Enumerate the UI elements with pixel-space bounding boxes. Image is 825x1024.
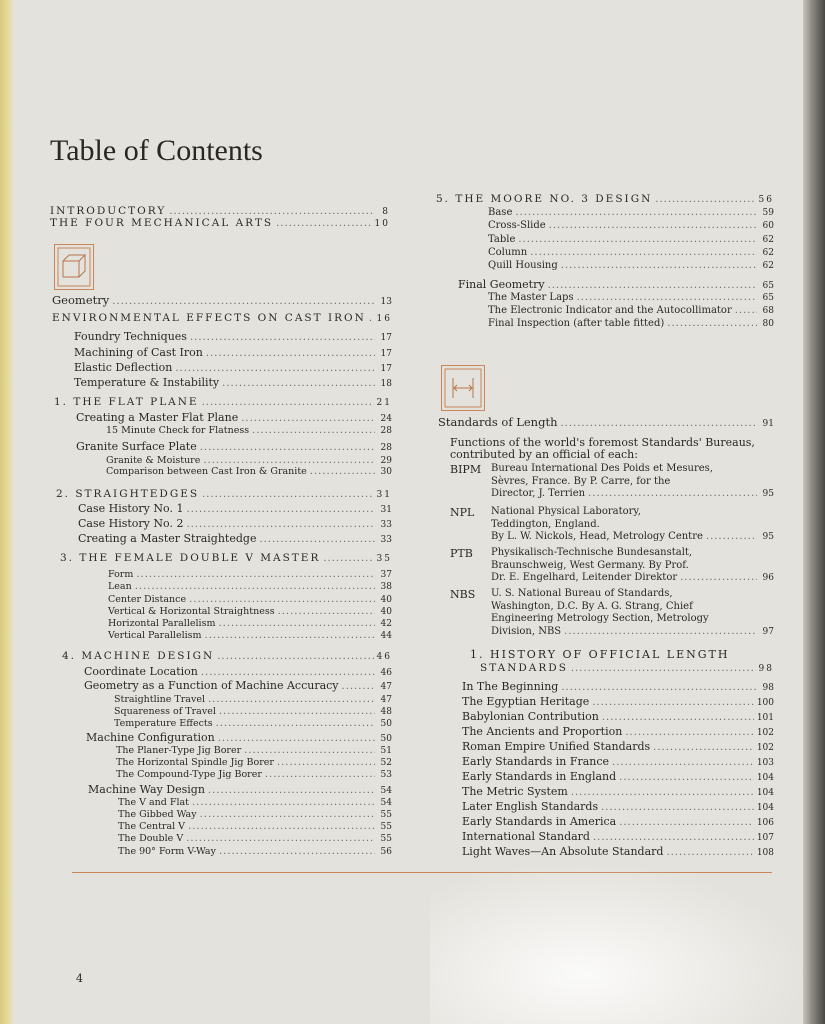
toc-entry-title: The Planer-Type Jig Borer bbox=[116, 745, 242, 756]
toc-entry-page: 40 bbox=[380, 595, 392, 605]
toc-entry-title: Base bbox=[488, 207, 513, 218]
dot-leader bbox=[222, 378, 375, 389]
toc-entry-title: Lean bbox=[108, 581, 132, 592]
dot-leader bbox=[577, 292, 757, 303]
toc-entry-page: 35 bbox=[376, 554, 392, 564]
toc-entry-title: Elastic Deflection bbox=[74, 361, 173, 374]
bureau-entry-last-line bbox=[491, 626, 774, 637]
dot-leader bbox=[169, 206, 373, 217]
toc-entry-page: 104 bbox=[756, 788, 774, 798]
toc-entry bbox=[488, 234, 774, 245]
toc-entry-page: 37 bbox=[380, 570, 392, 580]
toc-entry-title: The 90° Form V-Way bbox=[118, 846, 216, 857]
page-number: 4 bbox=[76, 972, 83, 985]
toc-entry bbox=[84, 665, 392, 678]
dot-leader bbox=[200, 809, 375, 820]
toc-entry-title: Geometry bbox=[52, 293, 110, 307]
bureau-description-line: Dr. E. Engelhard, Leitender Direktor bbox=[491, 572, 678, 583]
toc-entry-page: 21 bbox=[376, 398, 392, 408]
dot-leader bbox=[219, 846, 375, 857]
dot-leader bbox=[112, 296, 375, 307]
dot-leader bbox=[518, 234, 757, 245]
dot-leader bbox=[549, 220, 757, 231]
dot-leader bbox=[564, 626, 757, 637]
toc-entry-page: 68 bbox=[762, 306, 774, 316]
toc-entry-title: Table bbox=[488, 234, 516, 245]
bureau-page: 95 bbox=[762, 489, 774, 499]
toc-entry-title: Machining of Cast Iron bbox=[74, 346, 203, 359]
toc-entry bbox=[108, 594, 392, 605]
toc-entry-page: 108 bbox=[756, 848, 774, 858]
dot-leader bbox=[218, 618, 375, 629]
bureau-page: 95 bbox=[762, 532, 774, 542]
bureau-description-line: Bureau International Des Poids et Mesures, bbox=[491, 463, 713, 474]
toc-entry-title: Later English Standards bbox=[462, 800, 599, 813]
bureau-abbreviation: NPL bbox=[450, 506, 475, 519]
dot-leader bbox=[602, 712, 754, 723]
toc-entry bbox=[118, 809, 392, 820]
toc-entry-page: 103 bbox=[756, 758, 774, 768]
toc-entry-page: 104 bbox=[756, 773, 774, 783]
dot-leader bbox=[530, 247, 757, 258]
bureau-description-line: Engineering Metrology Section, Metrology bbox=[491, 613, 709, 624]
toc-entry bbox=[114, 706, 392, 717]
dot-leader bbox=[200, 442, 375, 453]
toc-entry bbox=[118, 821, 392, 832]
toc-entry-title: Squareness of Travel bbox=[114, 706, 216, 717]
toc-entry-page: 60 bbox=[762, 221, 774, 231]
bureau-description-line: U. S. National Bureau of Standards, bbox=[491, 588, 673, 599]
toc-entry-title: 2. STRAIGHTEDGES bbox=[56, 488, 200, 500]
dot-leader bbox=[219, 706, 375, 717]
page-title: Table of Contents bbox=[50, 134, 263, 167]
toc-entry bbox=[76, 411, 392, 424]
toc-entry-page: 102 bbox=[756, 743, 774, 753]
toc-entry-title: Quill Housing bbox=[488, 260, 558, 271]
bureau-description-line: National Physical Laboratory, bbox=[491, 506, 641, 517]
toc-entry-page: 107 bbox=[756, 833, 774, 843]
dot-leader bbox=[571, 787, 754, 798]
cube-icon bbox=[54, 244, 94, 290]
toc-entry-page: 91 bbox=[762, 419, 774, 429]
bureau-description-line: Sèvres, France. By P. Carre, for the bbox=[491, 475, 671, 487]
toc-entry bbox=[74, 376, 392, 389]
bureau-entry-last-line bbox=[491, 572, 774, 583]
toc-entry-title: Early Standards in England bbox=[462, 770, 617, 783]
toc-entry-title: Foundry Techniques bbox=[74, 330, 187, 343]
toc-entry bbox=[56, 488, 392, 500]
light-glare bbox=[430, 860, 810, 1024]
toc-entry bbox=[52, 293, 392, 307]
toc-entry-title: Granite Surface Plate bbox=[76, 440, 197, 453]
toc-entry-title: Center Distance bbox=[108, 594, 187, 605]
toc-entry bbox=[74, 330, 392, 343]
dot-leader bbox=[619, 772, 754, 783]
dot-leader bbox=[548, 280, 757, 291]
toc-entry-page: 52 bbox=[380, 758, 392, 768]
toc-entry bbox=[462, 695, 774, 708]
dot-leader bbox=[136, 569, 375, 580]
toc-entry-page: 55 bbox=[380, 810, 392, 820]
toc-entry bbox=[116, 769, 392, 780]
toc-entry bbox=[60, 552, 392, 564]
toc-entry-title: Cross-Slide bbox=[488, 220, 546, 231]
toc-entry bbox=[106, 455, 392, 466]
dot-leader bbox=[655, 194, 755, 205]
toc-entry bbox=[86, 731, 392, 744]
toc-entry-page: 56 bbox=[758, 195, 774, 205]
toc-entry bbox=[488, 220, 774, 231]
toc-entry-page: 53 bbox=[380, 770, 392, 780]
dot-leader bbox=[592, 697, 754, 708]
toc-entry bbox=[106, 425, 392, 436]
toc-entry-page: 106 bbox=[756, 818, 774, 828]
toc-entry-title: Final Inspection (after table fitted) bbox=[488, 318, 665, 329]
toc-entry-title: The Double V bbox=[118, 833, 184, 844]
toc-entry bbox=[462, 710, 774, 723]
toc-entry-title: The Central V bbox=[118, 821, 186, 832]
toc-entry-page: 54 bbox=[380, 786, 392, 796]
dot-leader bbox=[612, 757, 754, 768]
dot-leader bbox=[186, 504, 375, 515]
dot-leader bbox=[667, 318, 757, 329]
toc-entry-title: STANDARDS bbox=[480, 662, 568, 674]
toc-entry-title: 1. THE FLAT PLANE bbox=[54, 396, 199, 408]
toc-entry-title: Temperature & Instability bbox=[74, 376, 220, 389]
toc-entry bbox=[108, 618, 392, 629]
toc-entry bbox=[88, 783, 392, 796]
dot-leader bbox=[201, 667, 375, 678]
toc-entry bbox=[488, 292, 774, 303]
toc-entry-page: 10 bbox=[374, 219, 390, 229]
bureaus-intro-line-2: contributed by an official of each: bbox=[450, 448, 638, 461]
toc-entry bbox=[462, 740, 774, 753]
dot-leader bbox=[561, 682, 757, 693]
toc-entry bbox=[106, 466, 392, 477]
toc-entry-title: 4. MACHINE DESIGN bbox=[62, 650, 215, 662]
dot-leader bbox=[203, 455, 375, 466]
toc-entry-title: Column bbox=[488, 247, 528, 258]
toc-entry bbox=[74, 361, 392, 374]
toc-entry bbox=[108, 569, 392, 580]
toc-entry bbox=[462, 725, 774, 738]
toc-entry bbox=[62, 650, 392, 662]
dot-leader bbox=[276, 218, 371, 229]
toc-entry-title: Granite & Moisture bbox=[106, 455, 201, 466]
toc-entry-title: Machine Way Design bbox=[88, 783, 205, 796]
toc-entry bbox=[74, 346, 392, 359]
toc-entry-title: Case History No. 2 bbox=[78, 517, 184, 530]
toc-entry-title: The Compound-Type Jig Borer bbox=[116, 769, 262, 780]
toc-entry-title: ENVIRONMENTAL EFFECTS ON CAST IRON bbox=[52, 312, 366, 324]
dot-leader bbox=[217, 651, 373, 662]
toc-entry bbox=[108, 630, 392, 641]
toc-entry-title: Early Standards in America bbox=[462, 815, 617, 828]
dot-leader bbox=[278, 606, 375, 617]
toc-entry-page: 42 bbox=[380, 619, 392, 629]
toc-entry-page: 100 bbox=[756, 698, 774, 708]
toc-entry-title: Machine Configuration bbox=[86, 731, 215, 744]
toc-entry-page: 62 bbox=[762, 235, 774, 245]
history-heading: 1. HISTORY OF OFFICIAL LENGTH bbox=[470, 648, 730, 661]
toc-entry bbox=[462, 845, 774, 858]
toc-entry-page: 62 bbox=[762, 248, 774, 258]
toc-entry-title: Final Geometry bbox=[458, 278, 545, 291]
toc-entry-page: 8 bbox=[382, 207, 390, 217]
dot-leader bbox=[208, 694, 375, 705]
toc-entry-title: Roman Empire Unified Standards bbox=[462, 740, 651, 753]
toc-entry-title: International Standard bbox=[462, 830, 590, 843]
toc-entry bbox=[114, 694, 392, 705]
toc-entry-page: 38 bbox=[380, 582, 392, 592]
book-page-edge bbox=[803, 0, 825, 1024]
dot-leader bbox=[515, 207, 757, 218]
toc-entry bbox=[78, 502, 392, 515]
toc-entry-title: Creating a Master Flat Plane bbox=[76, 411, 239, 424]
dot-leader bbox=[653, 742, 754, 753]
toc-entry-title: Temperature Effects bbox=[114, 718, 213, 729]
toc-entry-page: 17 bbox=[380, 364, 392, 374]
toc-entry-page: 56 bbox=[380, 847, 392, 857]
toc-entry-page: 13 bbox=[380, 297, 392, 307]
toc-entry bbox=[462, 785, 774, 798]
toc-entry-page: 50 bbox=[380, 734, 392, 744]
toc-entry-title: In The Beginning bbox=[462, 680, 559, 693]
toc-entry-page: 40 bbox=[380, 607, 392, 617]
toc-entry bbox=[488, 305, 774, 316]
toc-entry-page: 101 bbox=[756, 713, 774, 723]
toc-entry-page: 16 bbox=[376, 314, 392, 324]
toc-entry-page: 55 bbox=[380, 834, 392, 844]
toc-entry bbox=[462, 815, 774, 828]
toc-entry-page: 44 bbox=[380, 631, 392, 641]
toc-entry-title: Standards of Length bbox=[438, 415, 558, 429]
toc-entry bbox=[54, 396, 392, 408]
bureau-page: 96 bbox=[762, 573, 774, 583]
toc-entry bbox=[50, 205, 390, 217]
toc-entry-page: 31 bbox=[376, 490, 392, 500]
toc-entry-page: 33 bbox=[380, 520, 392, 530]
toc-entry-page: 62 bbox=[762, 261, 774, 271]
bureau-description-line: Physikalisch-Technische Bundesanstalt, bbox=[491, 547, 693, 558]
toc-entry-title: Vertical Parallelism bbox=[108, 630, 202, 641]
dot-leader bbox=[259, 534, 375, 545]
toc-entry-page: 47 bbox=[380, 695, 392, 705]
toc-entry bbox=[462, 770, 774, 783]
dot-leader bbox=[561, 260, 757, 271]
toc-entry-page: 50 bbox=[380, 719, 392, 729]
toc-entry-page: 33 bbox=[380, 535, 392, 545]
dot-leader bbox=[369, 313, 374, 324]
toc-entry bbox=[116, 757, 392, 768]
toc-entry-title: Babylonian Contribution bbox=[462, 710, 599, 723]
toc-entry bbox=[118, 797, 392, 808]
toc-entry-title: The V and Flat bbox=[118, 797, 189, 808]
dot-leader bbox=[205, 630, 375, 641]
dot-leader bbox=[202, 489, 373, 500]
bureau-entry-last-line bbox=[491, 488, 774, 499]
toc-entry bbox=[50, 217, 390, 229]
toc-entry bbox=[488, 318, 774, 329]
dot-leader bbox=[680, 572, 757, 583]
dot-leader bbox=[706, 531, 757, 542]
bureau-abbreviation: PTB bbox=[450, 547, 473, 560]
toc-entry-title: 5. THE MOORE NO. 3 DESIGN bbox=[436, 193, 653, 205]
toc-entry-title: Early Standards in France bbox=[462, 755, 610, 768]
toc-entry-page: 48 bbox=[380, 707, 392, 717]
dot-leader bbox=[188, 821, 375, 832]
toc-entry-page: 80 bbox=[762, 319, 774, 329]
dot-leader bbox=[560, 418, 757, 429]
toc-entry bbox=[458, 278, 774, 291]
toc-entry-title: Creating a Master Straightedge bbox=[78, 532, 257, 545]
dot-leader bbox=[277, 757, 375, 768]
toc-entry-title: Comparison between Cast Iron & Granite bbox=[106, 466, 307, 477]
toc-entry bbox=[76, 440, 392, 453]
dot-leader bbox=[244, 745, 375, 756]
dot-leader bbox=[588, 488, 757, 499]
bureaus-intro-line-1: Functions of the world's foremost Standards' Bureaus, bbox=[450, 436, 755, 449]
dot-leader bbox=[342, 681, 375, 692]
toc-entry-page: 102 bbox=[756, 728, 774, 738]
dot-leader bbox=[192, 797, 375, 808]
dot-leader bbox=[190, 332, 375, 343]
toc-entry-page: 47 bbox=[380, 682, 392, 692]
toc-entry bbox=[108, 606, 392, 617]
toc-entry bbox=[118, 846, 392, 857]
dot-leader bbox=[216, 718, 375, 729]
toc-entry bbox=[462, 755, 774, 768]
toc-entry bbox=[462, 830, 774, 843]
toc-entry-page: 46 bbox=[376, 652, 392, 662]
toc-entry-page: 65 bbox=[762, 281, 774, 291]
toc-entry-page: 59 bbox=[762, 208, 774, 218]
toc-entry-title: Straightline Travel bbox=[114, 694, 205, 705]
toc-entry-title: The Ancients and Proportion bbox=[462, 725, 623, 738]
toc-entry bbox=[436, 193, 774, 205]
dot-leader bbox=[625, 727, 753, 738]
toc-entry-title: Form bbox=[108, 569, 134, 580]
toc-entry bbox=[488, 260, 774, 271]
toc-entry bbox=[78, 532, 392, 545]
toc-entry-title: 15 Minute Check for Flatness bbox=[106, 425, 250, 436]
dot-leader bbox=[619, 817, 754, 828]
dot-leader bbox=[202, 397, 374, 408]
toc-entry-page: 31 bbox=[380, 505, 392, 515]
toc-entry-title: Case History No. 1 bbox=[78, 502, 184, 515]
toc-entry-title: Coordinate Location bbox=[84, 665, 198, 678]
dot-leader bbox=[189, 594, 375, 605]
toc-entry bbox=[78, 517, 392, 530]
dot-leader bbox=[186, 833, 375, 844]
toc-entry-title: The Metric System bbox=[462, 785, 568, 798]
bureau-description-line: Washington, D.C. By A. G. Strang, Chief bbox=[491, 600, 693, 612]
toc-entry-page: 29 bbox=[380, 456, 392, 466]
toc-entry-page: 51 bbox=[380, 746, 392, 756]
dot-leader bbox=[601, 802, 754, 813]
bureau-abbreviation: BIPM bbox=[450, 463, 482, 476]
toc-entry-title: Horizontal Parallelism bbox=[108, 618, 216, 629]
bureau-entry-last-line bbox=[491, 531, 774, 542]
dot-leader bbox=[208, 785, 375, 796]
toc-entry-title: Vertical & Horizontal Straightness bbox=[108, 606, 275, 617]
dot-leader bbox=[593, 832, 754, 843]
dot-leader bbox=[175, 363, 375, 374]
toc-entry-page: 28 bbox=[380, 426, 392, 436]
toc-entry-page: 98 bbox=[758, 664, 774, 674]
toc-entry-title: Geometry as a Function of Machine Accuracy bbox=[84, 679, 339, 692]
toc-entry-title: The Horizontal Spindle Jig Borer bbox=[116, 757, 274, 768]
toc-entry bbox=[52, 312, 392, 324]
toc-entry-title: The Gibbed Way bbox=[118, 809, 197, 820]
length-measure-icon bbox=[441, 365, 485, 411]
dot-leader bbox=[218, 733, 375, 744]
toc-entry-page: 30 bbox=[380, 467, 392, 477]
dot-leader bbox=[323, 553, 373, 564]
bureau-description-line: Braunschweig, West Germany. By Prof. bbox=[491, 559, 689, 571]
toc-entry-page: 46 bbox=[380, 668, 392, 678]
bureau-page: 97 bbox=[762, 626, 774, 637]
toc-entry bbox=[84, 679, 392, 692]
bureau-description-line: Division, NBS bbox=[491, 625, 562, 637]
toc-entry-page: 17 bbox=[380, 333, 392, 343]
bureau-description-line: Director, J. Terrien bbox=[491, 488, 586, 499]
dot-leader bbox=[310, 466, 375, 477]
toc-entry-page: 18 bbox=[380, 379, 392, 389]
bureau-abbreviation: NBS bbox=[450, 588, 476, 601]
bureau-description-line: By L. W. Nickols, Head, Metrology Centre bbox=[491, 531, 703, 542]
toc-entry bbox=[118, 833, 392, 844]
toc-entry bbox=[488, 247, 774, 258]
toc-entry bbox=[438, 415, 774, 429]
toc-entry-page: 24 bbox=[380, 414, 392, 424]
toc-entry bbox=[488, 207, 774, 218]
toc-entry bbox=[480, 662, 774, 674]
toc-entry bbox=[114, 718, 392, 729]
toc-entry bbox=[462, 800, 774, 813]
toc-entry-page: 55 bbox=[380, 822, 392, 832]
dot-leader bbox=[186, 519, 375, 530]
dot-leader bbox=[135, 581, 375, 592]
toc-entry-page: 17 bbox=[380, 349, 392, 359]
toc-entry-title: The Electronic Indicator and the Autocollimator bbox=[488, 305, 732, 316]
toc-entry-title: Light Waves—An Absolute Standard bbox=[462, 845, 664, 858]
toc-entry-page: 104 bbox=[756, 803, 774, 813]
toc-entry-page: 28 bbox=[380, 443, 392, 453]
toc-entry-title: The Master Laps bbox=[488, 292, 574, 303]
toc-entry-title: INTRODUCTORY bbox=[50, 205, 167, 217]
dot-leader bbox=[241, 413, 375, 424]
dot-leader bbox=[666, 847, 753, 858]
toc-entry bbox=[108, 581, 392, 592]
toc-entry bbox=[462, 680, 774, 693]
toc-entry-page: 98 bbox=[762, 683, 774, 693]
toc-entry bbox=[116, 745, 392, 756]
toc-entry-title: The Egyptian Heritage bbox=[462, 695, 590, 708]
dot-leader bbox=[206, 348, 375, 359]
dot-leader bbox=[735, 305, 757, 316]
toc-entry-page: 54 bbox=[380, 798, 392, 808]
toc-entry-title: 3. THE FEMALE DOUBLE V MASTER bbox=[60, 552, 321, 564]
toc-entry-title: THE FOUR MECHANICAL ARTS bbox=[50, 217, 274, 229]
bureau-description-line: Teddington, England. bbox=[491, 518, 600, 530]
dot-leader bbox=[571, 663, 756, 674]
dot-leader bbox=[252, 425, 375, 436]
dot-leader bbox=[265, 769, 375, 780]
toc-entry-page: 65 bbox=[762, 293, 774, 303]
